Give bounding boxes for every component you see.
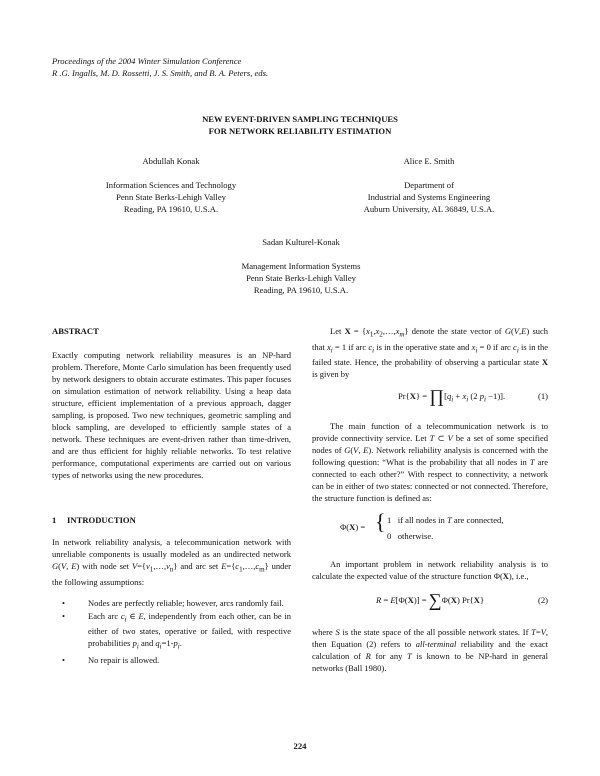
- text-run: are connected,: [453, 515, 504, 526]
- connectivity-paragraph: The main function of a telecommunication network is to provide connectivity service. Let T ⊂ V be a set of some specified nodes of G(V, E). Network reliability analysis is concerned with the following question: “What is the probability that all nodes in T are connected to each other?” With respect to connectivity, a network can be in either of two states: connected or not connected. Therefore, the structure function is defined as:: [312, 421, 549, 504]
- proceedings-line1: Proceedings of the 2004 Winter Simulation Conference: [52, 56, 242, 66]
- reliability-paragraph: where S is the state space of the all possible network states. If T=V, then Equation (2) refers to all-terminal reliability and the exact calculation of R for any T is known to be NP-hard in general networks (Ball 1980).: [312, 627, 549, 674]
- equation-2: [312, 588, 548, 618]
- abstract-section: [52, 325, 291, 481]
- text-run: such that: [312, 326, 549, 352]
- assumption-list: [52, 597, 291, 666]
- paper-title: [0, 113, 600, 137]
- title-line2: FOR NETWORK RELIABILITY ESTIMATION: [208, 126, 392, 136]
- author-affiliation: [345, 179, 513, 215]
- author-affiliation: [206, 260, 396, 296]
- introduction-heading: [52, 514, 291, 526]
- proceedings-header: [52, 55, 268, 79]
- text-run: Each arc: [88, 610, 119, 621]
- text-run: Nodes are perfectly reliable; however, arcs randomly fail.: [88, 597, 284, 608]
- text-run: is in the operative state and: [376, 341, 470, 352]
- equation-1-body: $Pr\{X\} = \prod[q_i + x_i$ (2 $p_i -1$)].: [398, 386, 506, 407]
- equation-2-body: R = E[Φ(X)] = ∑Φ(X) Pr{X}: [376, 590, 485, 611]
- author-name: Alice E. Smith: [403, 156, 455, 166]
- text-run: where: [312, 627, 333, 638]
- expected-value-paragraph: An important problem in network reliability analysis is to calculate the expected value of the structure function Φ(X), i.e.,: [312, 559, 548, 582]
- author-affiliation: [86, 179, 256, 215]
- text-run: with node set: [82, 561, 130, 571]
- state-vector-paragraph: Let $X = \{x_1,x_2,\dots,x_m\}$ denote the state vector of G(V,E) such that $x_i = 1$ if arc $c_i$ is in the operative state and $x_i = 0$ if arc $c_i$ is in the failed state. Hence, the probability of observing a particular state X is given by: [312, 326, 549, 380]
- brace-icon: {: [375, 509, 386, 535]
- bullet-icon: •: [62, 655, 65, 666]
- text-run: if arc: [348, 341, 367, 352]
- text-run: if all nodes in: [397, 515, 445, 526]
- text-run: An important problem in network reliability analysis is to calculate the expected value of the structure function: [312, 559, 548, 582]
- text-run: , i.e.,: [511, 571, 529, 582]
- affiliation-line: Reading, PA 19610, U.S.A.: [253, 285, 349, 295]
- text-run: , then Equation (2) refers to: [312, 627, 549, 650]
- intro-paragraph: In network reliability analysis, a telecommunication network with unreliable components is usually modeled as an undirected network G(V, E) with node set $V=\{v_1,\dots,v_n\}$ and arc set $E=\{c_1,\dots,c_m\}$ under the following assumptions:: [52, 537, 291, 587]
- equation-number: (2): [537, 595, 548, 606]
- affiliation-line: Penn State Berks-Lehigh Valley: [246, 273, 356, 283]
- bullet-icon: •: [62, 610, 65, 621]
- abstract-text: Exactly computing network reliability measures is an NP-hard problem. Therefore, Monte Carlo simulation has been frequently used by network designers to obtain accurate estimates. This paper focuses on simulation estimation of network reliability. Using a heap data structure, efficient implementation of a previous approach, dagger sampling, is proposed. Two new techniques, geometric sampling and block sampling, are developed to efficiently sample states of a network. These techniques are event-driven rather than time-driven, and are thus efficient for highly reliable networks. To test relative performance, computational experiments are carried out on various types of networks using the new procedures.: [52, 350, 291, 480]
- text-run: and: [140, 638, 154, 649]
- case-1: 1 if all nodes in T are connected,: [387, 515, 504, 526]
- author-name: Abdullah Konak: [142, 156, 200, 166]
- text-run: In network reliability analysis, a telecommunication network with unreliable components is usually modeled as an undirected network: [52, 537, 291, 559]
- introduction-section: [52, 514, 291, 667]
- list-item: • Each arc $c_i$ ∈ E, independently from each other, can be in either of two states, operative or failed, with respective probabilities $p_i$ and $q_i=1-p_i$.: [62, 610, 291, 652]
- text-run: , independently from each other, can be in either of two states, operative or failed, with respective probabilities: [88, 610, 291, 649]
- affiliation-line: Penn State Berks-Lehigh Valley: [116, 192, 226, 202]
- section-title: INTRODUCTION: [67, 515, 136, 525]
- author-block-1: [86, 155, 256, 215]
- text-run: otherwise.: [397, 531, 434, 542]
- list-item: [52, 597, 291, 609]
- text-run: . Network reliability analysis is concerned with the following question: “What is the probability that all nodes in: [312, 445, 549, 468]
- equation-1: [312, 386, 548, 412]
- bullet-icon: •: [62, 597, 65, 608]
- affiliation-line: Industrial and Systems Engineering: [367, 192, 491, 202]
- section-number: 1: [52, 515, 57, 525]
- text-run: and arc set: [180, 561, 219, 571]
- page-number: 224: [293, 741, 307, 751]
- equation-number: (1): [537, 391, 548, 402]
- right-column: [312, 325, 548, 674]
- text-run: The main function of a telecommunication network is to provide connectivity service. Let: [312, 421, 548, 444]
- proceedings-editors: R .G. Ingalls, M. D. Rossetti, J. S. Smith, and B. A. Peters, eds.: [52, 68, 269, 78]
- text-run: is known to be NP-hard in general networks (Ball 1980).: [312, 651, 549, 674]
- author-name: Sadan Kulturel-Konak: [262, 237, 340, 247]
- text-run: all-terminal: [415, 639, 457, 650]
- text-run: for any: [375, 651, 403, 662]
- text-run: is in the failed state. Hence, the probability of observing a particular state: [312, 341, 549, 368]
- text-run: Let: [330, 326, 342, 336]
- text-run: if arc: [493, 341, 511, 352]
- author-block-3: [206, 236, 396, 296]
- text-run: is the state space of the all possible network states. If: [342, 627, 529, 638]
- affiliation-line: Auburn University, AL 36849, U.S.A.: [363, 204, 495, 214]
- text-run: reliability and the exact calculation of: [312, 639, 549, 662]
- text-run: is given by: [312, 369, 350, 380]
- list-item: [52, 654, 291, 666]
- text-run: are connected to each other?” With respect to connectivity, a network can be in either of two states: connected or not connected. Therefore, the structure function is defined as:: [312, 457, 549, 504]
- text-run: denote the state vector of: [411, 326, 502, 336]
- abstract-heading: ABSTRACT: [52, 326, 99, 336]
- structure-function-lhs: Φ(X) =: [340, 522, 366, 533]
- text-run: be a set of some specified nodes of: [312, 433, 549, 456]
- affiliation-line: Department of: [404, 180, 454, 190]
- title-line1: NEW EVENT-DRIVEN SAMPLING TECHNIQUES: [202, 114, 398, 124]
- author-block-2: [345, 155, 513, 215]
- affiliation-line: Reading, PA 19610, U.S.A.: [123, 204, 219, 214]
- affiliation-line: Information Sciences and Technology: [105, 180, 237, 190]
- structure-function-equation: [312, 509, 548, 548]
- text-run: No repair is allowed.: [88, 655, 160, 666]
- case-2: 0 otherwise.: [387, 531, 434, 542]
- text-run: under the following assumptions:: [52, 561, 291, 587]
- affiliation-line: Management Information Systems: [241, 261, 361, 271]
